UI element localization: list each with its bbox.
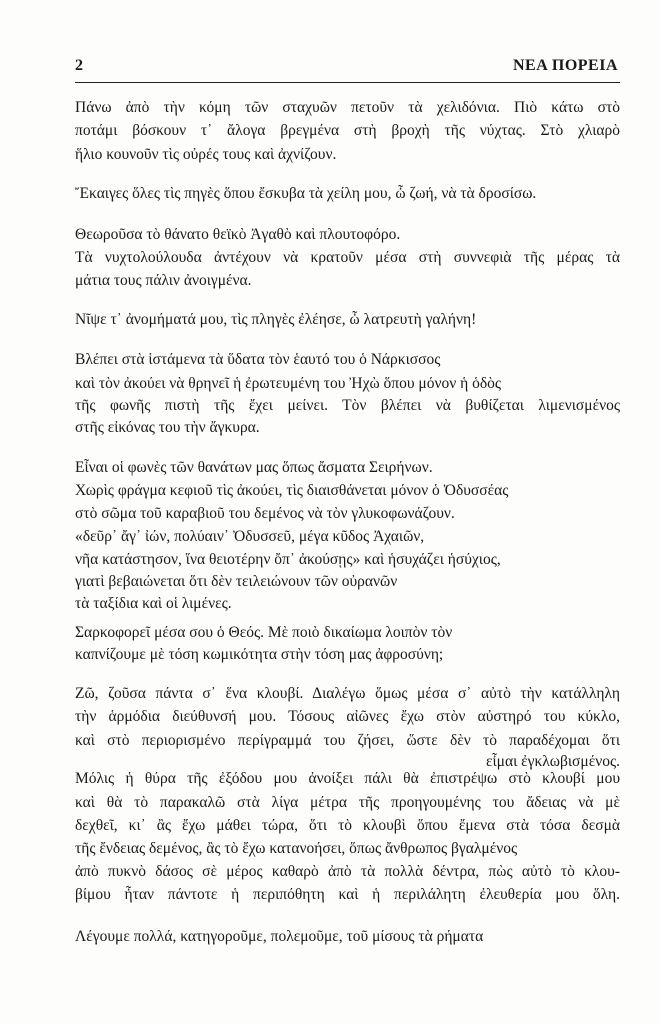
text-line: τὴν ἁρμόδια διεύθυνσή μου. Τόσους αἰῶνες ἔχω στὸν αὐστηρό του κύκλο, [75, 708, 620, 725]
running-header-title: ΝΕΑ ΠΟΡΕΙΑ [512, 57, 618, 74]
text-line: τῆς φωνῆς πιστὴ τῆς ἔχει μείνει. Τὸν βλέπει νὰ βυθίζεται λιμενισμένος [75, 397, 620, 414]
text-line: στῆς εἰκόνας του τὴν ἄγκυρα. [75, 419, 260, 436]
text-line: γιατὶ βεβαιώνεται ὅτι δὲν τειλειώνουν τῶν οὐρανῶν [75, 573, 398, 590]
text-line: ποτάμι βόσκουν τ᾽ ἄλογα βρεγμένα στὴ βροχὴ τῆς νύχτας. Στὸ χλιαρὸ [75, 122, 620, 139]
text-line: Σαρκοφορεῖ μέσα σου ὁ Θεός. Μὲ ποιὸ δικαίωμα λοιπὸν τὸν [75, 624, 453, 641]
text-line: καὶ στὸ περιορισμένο περίγραμμά του ζήσει, ὥστε δὲν τὸ παραδέχομαι ὅτι [75, 732, 620, 749]
text-line: Θεωροῦσα τὸ θάνατο θεϊκὸ Ἀγαθὸ καὶ πλουτοφόρο. [75, 226, 401, 243]
text-line: εἶμαι ἐγκλωβισμένος. [485, 753, 620, 770]
text-line: Μόλις ἡ θύρα τῆς ἐξόδου μου ἀνοίξει πάλι θὰ ἐπιστρέψω στὸ κλουβί μου [75, 770, 620, 787]
text-line: Πάνω ἀπὸ τὴν κόμη τῶν σταχυῶν πετοῦν τὰ χελιδόνια. Πιὸ κάτω στὸ [75, 99, 620, 116]
text-line: ἥλιο κουνοῦν τὶς οὐρές τους καὶ ἀχνίζουν. [75, 146, 337, 163]
text-line: Εἶναι οἱ φωνὲς τῶν θανάτων μας ὅπως ἄσματα Σειρήνων. [75, 459, 433, 476]
text-line: στὸ σῶμα τοῦ καραβιοῦ του δεμένος νὰ τὸν γλυκοφωνάζουν. [75, 505, 455, 522]
text-line: καπνίζουμε μὲ τόση κωμικότητα στὴν τόση μας ἀφροσύνη; [75, 646, 444, 663]
text-line: δεχθεῖ, κι᾽ ἂς ἔχω μάθει τώρα, ὅτι τὸ κλουβὶ ὅπου ἔμενα στὰ τόσα δεσμὰ [75, 817, 620, 834]
text-line: μάτια τους πάλιν ἀνοιγμένα. [75, 272, 252, 289]
text-line: Βλέπει στὰ ἱστάμενα τὰ ὕδατα τὸν ἑαυτό του ὁ Νάρκισσος [75, 351, 441, 368]
text-line: Ζῶ, ζοῦσα πάντα σ᾽ ἕνα κλουβί. Διαλέγω ὅμως μέσα σ᾽ αὐτὸ τὴν κατάλληλη [75, 685, 620, 702]
page-number: 2 [75, 57, 83, 74]
text-line: βίμου ἦταν πάντοτε ἡ περιπόθητη καὶ ἡ περιλάλητη ἐλευθερία μου ὅλη. [75, 886, 620, 903]
text-line: «δεῦρ᾽ ἄγ᾽ ἰών, πολύαιν᾽ Ὀδυσσεῦ, μέγα κῦδος Ἀχαιῶν, [75, 528, 425, 545]
text-line: καὶ τὸν ἀκούει νὰ θρηνεῖ ἡ ἐρωτευμένη του Ἠχὼ ὅπου μόνον ἡ ὁδὸς [75, 375, 502, 392]
text-line: Χωρὶς φράγμα κεφιοῦ τὶς ἀκούει, τὶς διαισθάνεται μόνον ὁ Ὀδυσσέας [75, 482, 509, 499]
text-line: Λέγουμε πολλά, κατηγοροῦμε, πολεμοῦμε, τοῦ μίσους τὰ ρήματα [75, 928, 484, 945]
text-line: τὰ ταξίδια καὶ οἱ λιμένες. [75, 595, 232, 612]
text-line: Νῖψε τ᾽ ἀνομήματά μου, τὶς πληγὲς ἐλέησε, ὦ λατρευτὴ γαλήνη! [75, 311, 477, 328]
text-line: Ἔκαιγες ὅλες τὶς πηγὲς ὅπου ἔσκυβα τὰ χείλη μου, ὦ ζωή, νὰ τὰ δροσίσω. [75, 185, 537, 202]
text-line: Τὰ νυχτολούλουδα ἀντέχουν νὰ κρατοῦν μέσα στὴ συννεφιὰ τῆς μέρας τὰ [75, 249, 620, 266]
text-line: τῆς ἔνδειας δεμένος, ἂς τὸ ἔχω κατανοήσει, ὅπως ἄνθρωπος βγαλμένος [75, 840, 518, 857]
text-line: ἀπὸ πυκνὸ δάσος σὲ μέρος καθαρὸ ἀπὸ τὰ πολλὰ δέντρα, πὼς αὐτὸ τὸ κλου- [75, 863, 620, 880]
text-line: καὶ θὰ τὸ παρακαλῶ στὰ λίγα μέτρα τῆς προηγουμένης του ἄδειας νὰ μὲ [75, 794, 620, 811]
text-line: νῆα κατάστησον, ἵνα θειοτέρην ὄπ᾽ ἀκούσῃς» καὶ ἡσυχάζει ἡσύχιος, [75, 551, 501, 568]
header-rule [75, 82, 620, 83]
